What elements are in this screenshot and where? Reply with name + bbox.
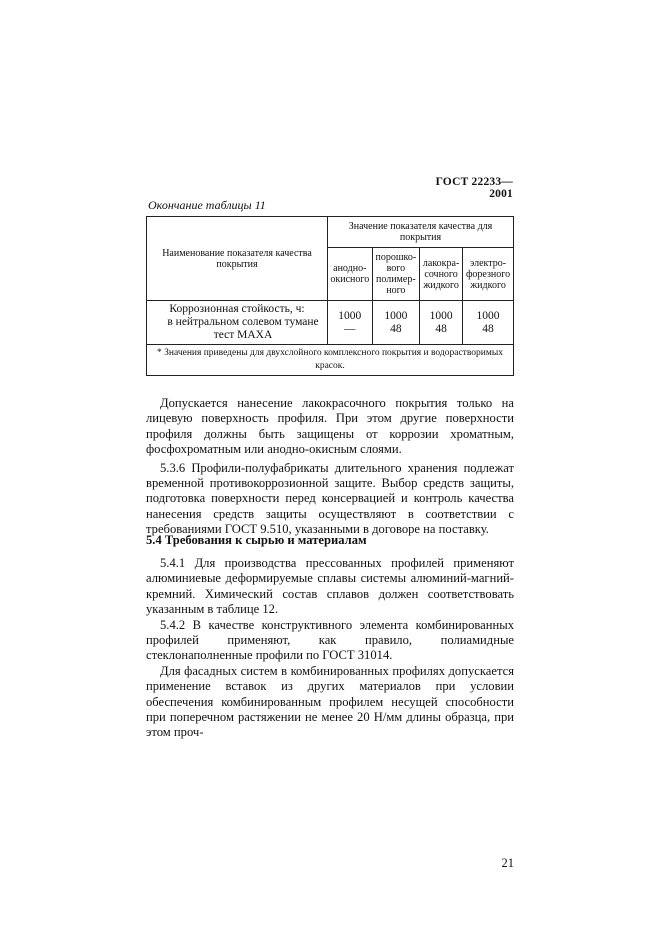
value-salt-fog: 1000 <box>429 309 453 322</box>
value-salt-fog: 1000 <box>338 309 362 322</box>
paragraph-5-4-1: 5.4.1 Для производства прессованных профилей применяют алюминиевые деформируемые сплавы системы алюминий-магний-кремний. Химический состав сплавов должен соответствовать указанным в таблице 12. <box>146 556 514 617</box>
paragraph-5-4-2: 5.4.2 В качестве конструктивного элемента комбинированных профилей применяют, как правило, полиамидные стеклонаполненные профили по ГОСТ 31014. <box>146 617 514 663</box>
value-maxa: 48 <box>390 322 402 335</box>
value-maxa: 48 <box>435 322 447 335</box>
column-header-anodic: анодно-окисного <box>328 248 373 301</box>
column-header-electrophoretic: электро-форезного жидкого <box>463 248 514 301</box>
paragraph-5-3-6: 5.3.6 Профили-полуфабрикаты длительного хранения подлежат временной противокоррозионной защите. Выбор средств защиты, подготовка поверхности перед консервацией и контроль качества нанесения средств защиты осуществляют в соответствии с требованиями ГОСТ 9.510, указанными в договоре на поставку. <box>146 460 514 537</box>
value-salt-fog: 1000 <box>476 309 500 322</box>
row-subitem-salt-fog: в нейтральном солевом тумане <box>167 316 319 328</box>
value-maxa: — <box>344 322 356 335</box>
quality-table <box>146 216 514 376</box>
value-group-header: Значение показателя качества для покрытия <box>328 217 514 248</box>
value-cell-powder <box>372 301 420 345</box>
page-number: 21 <box>501 856 514 870</box>
table-row <box>147 301 514 345</box>
table-caption: Окончание таблицы 11 <box>148 198 266 212</box>
value-maxa: 48 <box>482 322 494 335</box>
row-name-cell <box>147 301 328 345</box>
text-block-2 <box>146 556 514 741</box>
row-title: Коррозионная стойкость, ч: <box>169 303 305 315</box>
paragraph-facade: Для фасадных систем в комбинированных профилях допускается применение вставок из других материалов при условии обеспечения комбинированным профилем несущей способности при поперечном растяжении не менее 20 Н/мм длины образца, при этом проч- <box>146 663 514 740</box>
row-subitem-maxa: тест МАХА <box>213 329 273 341</box>
value-cell-anodic <box>328 301 373 345</box>
value-salt-fog: 1000 <box>384 309 408 322</box>
value-cell-paint <box>420 301 463 345</box>
column-header-powder: порошко-вого полимер-ного <box>372 248 420 301</box>
column-header-paint: лакокра-сочного жидкого <box>420 248 463 301</box>
document-code: ГОСТ 22233—2001 <box>435 176 513 200</box>
table-footnote: * Значения приведены для двухслойного комплексного покрытия и водорастворимых красок. <box>147 345 514 376</box>
section-title: 5.4 Требования к сырью и материалам <box>146 533 367 547</box>
name-column-header: Наименование показателя качества покрытия <box>147 217 328 301</box>
value-cell-electrophoretic <box>463 301 514 345</box>
paragraph-coating: Допускается нанесение лакокрасочного покрытия только на лицевую поверхность профиля. При этом другие поверхности профиля должны быть защищены от коррозии хроматным, фосфохроматным или анодно-окисным слоями. <box>146 396 514 457</box>
text-block-1 <box>146 396 514 538</box>
